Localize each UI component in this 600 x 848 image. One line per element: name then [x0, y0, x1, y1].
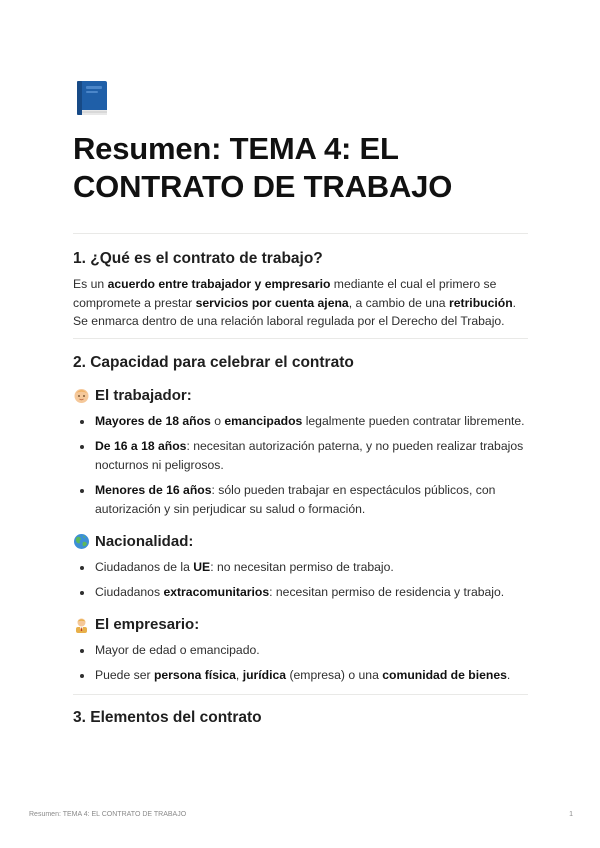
nacionalidad-list: [73, 558, 528, 602]
empresario-heading: El empresario:: [73, 615, 528, 635]
businessman-icon: [73, 616, 90, 633]
section-1-paragraph: Es un acuerdo entre trabajador y empresario mediante el cual el primero se compromete a prestar servicios por cuenta ajena, a cambio de una retribución. Se enmarca dentro de una relación laboral regulada por el Derecho del Trabajo.: [73, 277, 517, 328]
list-item: Mayor de edad o emancipado.: [73, 641, 528, 660]
section-3-heading: 3. Elementos del contrato: [73, 708, 262, 726]
globe-icon: [73, 533, 90, 550]
trabajador-list: [73, 412, 528, 519]
title-line-2: CONTRATO DE TRABAJO: [73, 169, 453, 204]
list-item: De 16 a 18 años: necesitan autorización paterna, y no pueden realizar trabajos nocturnos ni peligrosos.: [73, 437, 528, 475]
baby-face-icon: [73, 387, 90, 404]
blue-book-icon: [73, 78, 111, 118]
document-page: [73, 78, 528, 728]
empresario-list: [73, 641, 528, 685]
list-item: Ciudadanos extracomunitarios: necesitan permiso de residencia y trabajo.: [73, 583, 528, 602]
list-item: Ciudadanos de la UE: no necesitan permiso de trabajo.: [73, 558, 528, 577]
divider: [73, 694, 528, 695]
nacionalidad-heading: Nacionalidad:: [73, 532, 528, 552]
divider: [73, 338, 528, 339]
page-footer: [29, 811, 573, 818]
footer-title: Resumen: TEMA 4: EL CONTRATO DE TRABAJO: [29, 811, 187, 818]
list-item: Menores de 16 años: sólo pueden trabajar en espectáculos públicos, con autorización y sin perjudicar su salud o formación.: [73, 481, 528, 519]
page-number: 1: [569, 811, 573, 818]
title-line-1: Resumen: TEMA 4: EL: [73, 131, 399, 166]
list-item: Mayores de 18 años o emancipados legalmente pueden contratar libremente.: [73, 412, 528, 431]
divider: [73, 233, 528, 234]
trabajador-heading: El trabajador:: [73, 386, 528, 406]
page-title: [73, 130, 528, 206]
section-2-heading: 2. Capacidad para celebrar el contrato: [73, 353, 354, 371]
list-item: Puede ser persona física, jurídica (empresa) o una comunidad de bienes.: [73, 666, 528, 685]
section-1-heading: 1. ¿Qué es el contrato de trabajo?: [73, 250, 323, 267]
